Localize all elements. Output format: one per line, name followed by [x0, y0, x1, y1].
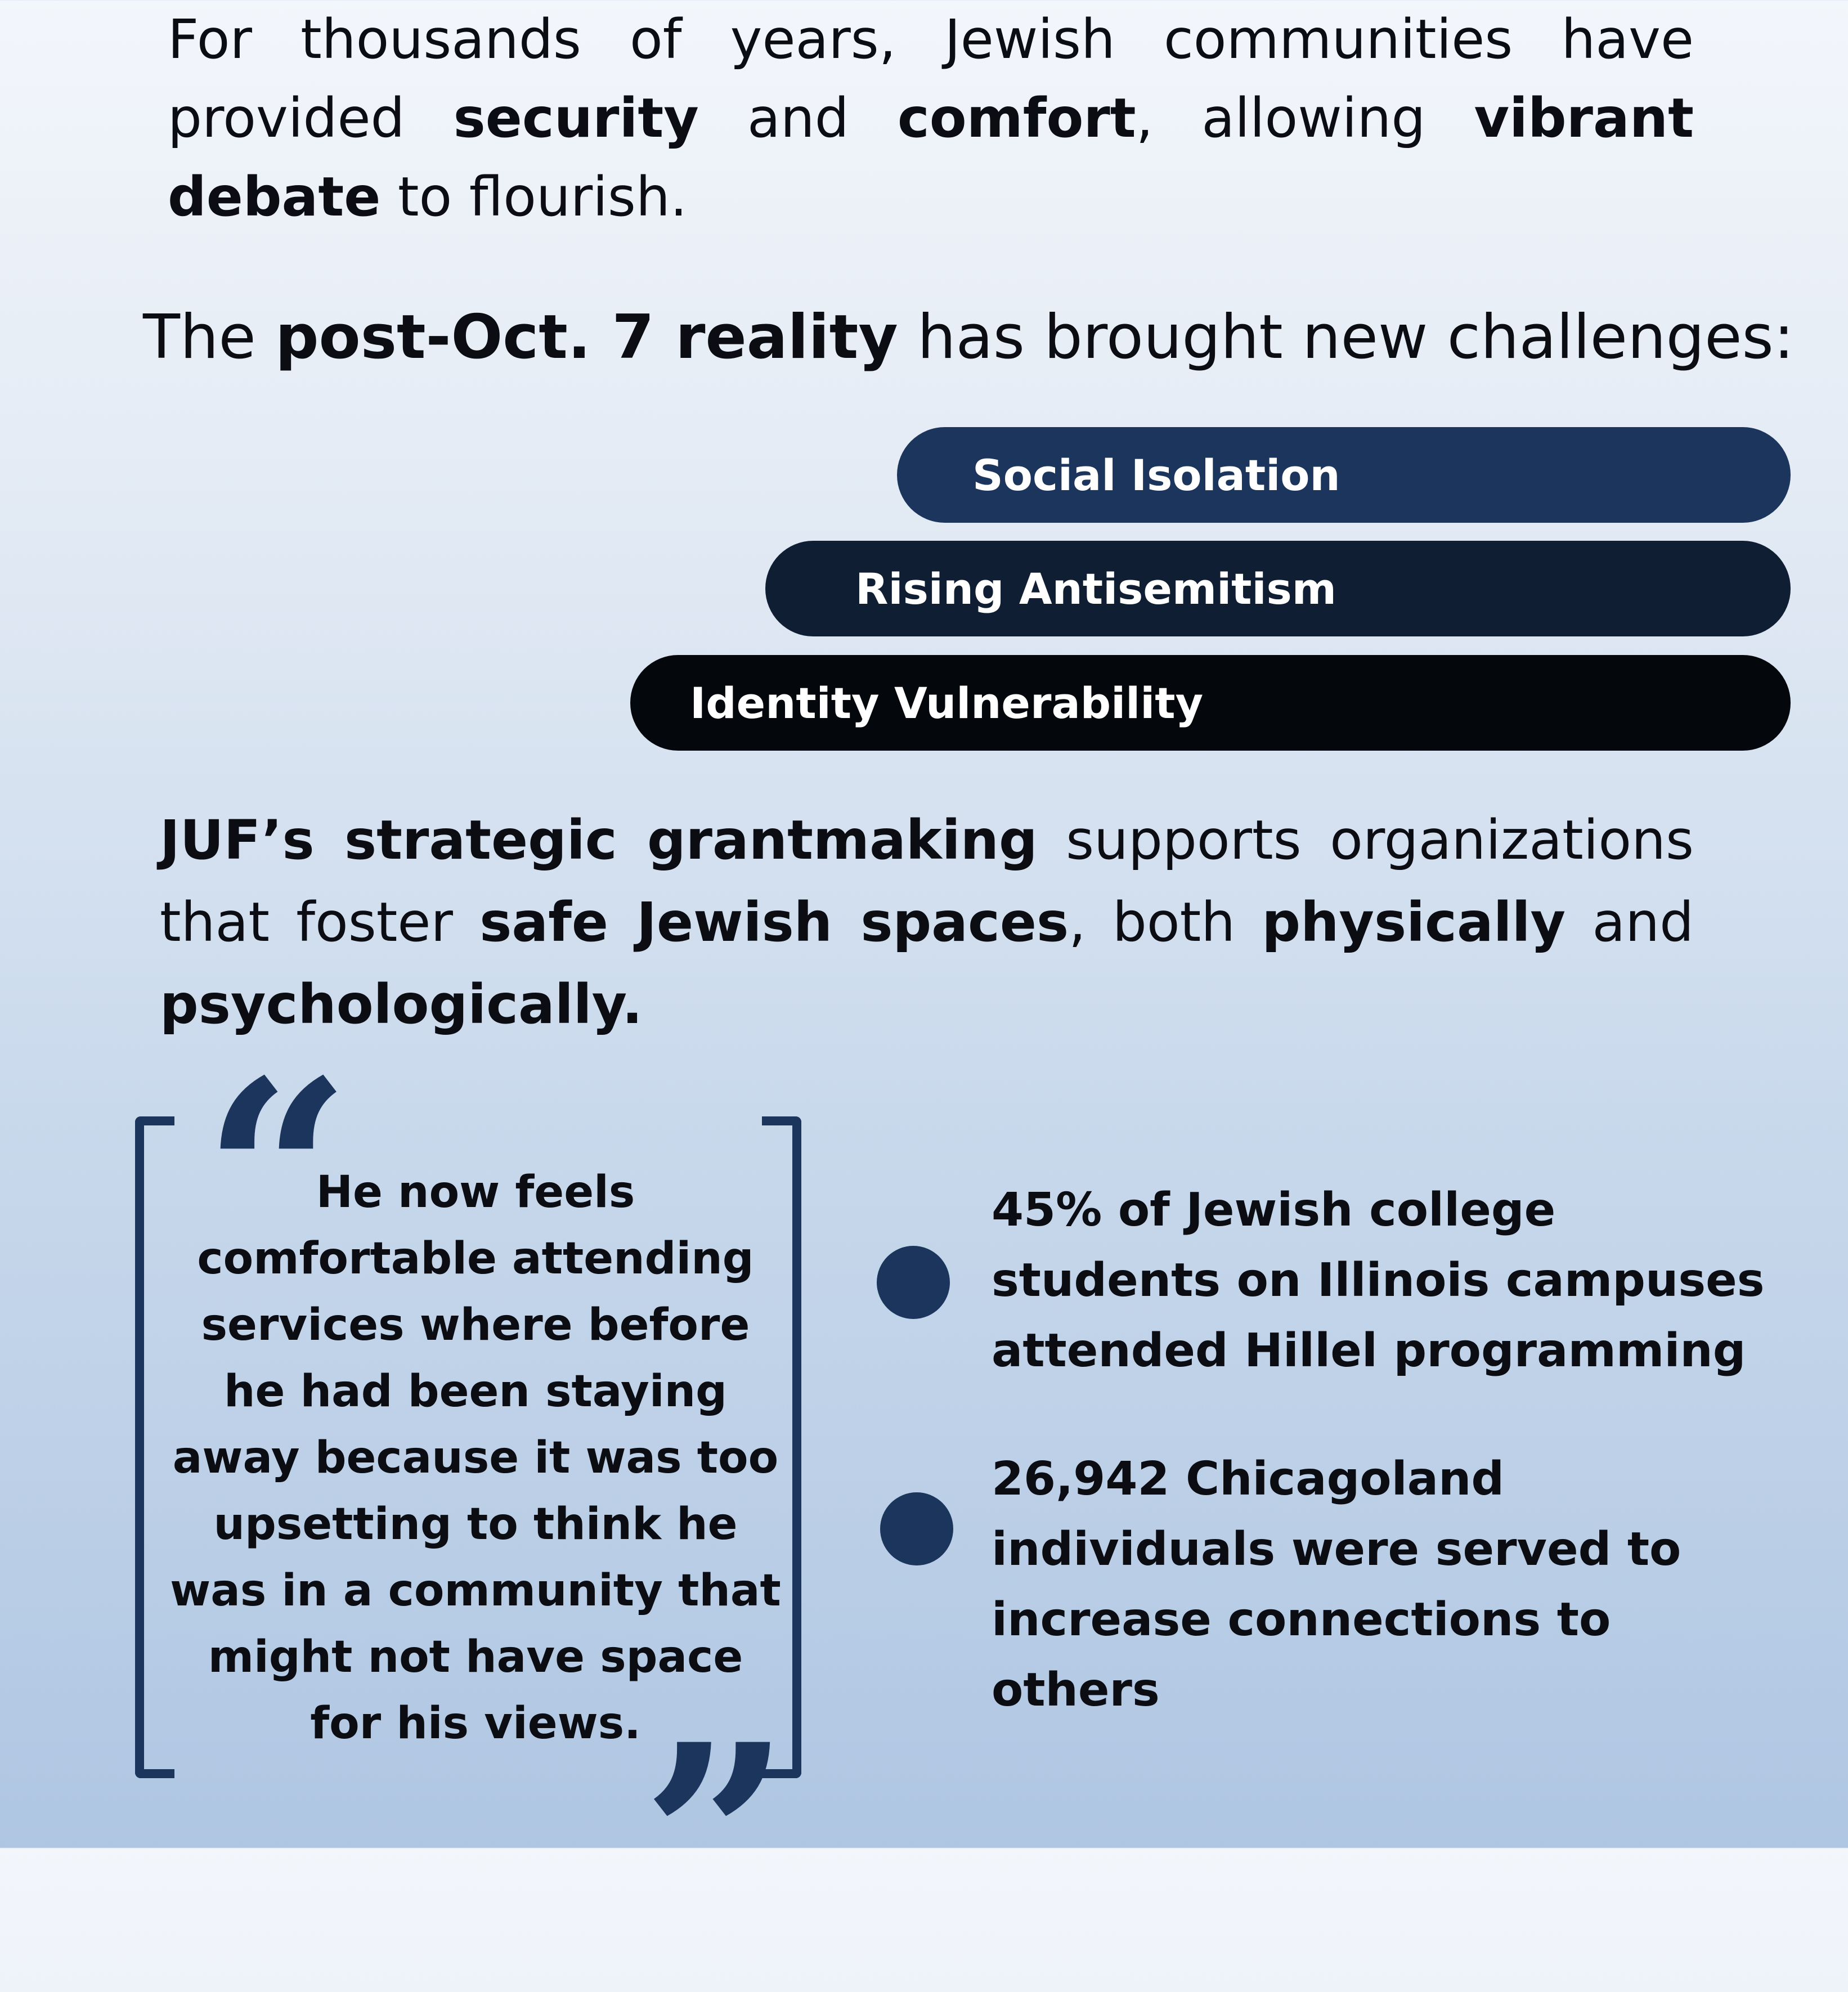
intro-text: and	[698, 87, 898, 150]
stat-chicagoland: 26,942 Chicagoland individuals were served to increase connections to others	[992, 1452, 1681, 1717]
challenge-pill-social-isolation	[897, 427, 1791, 523]
challenge-pill-rising-antisemitism	[765, 541, 1791, 636]
challenge-pill-identity-vulnerability	[630, 655, 1791, 751]
grant-bold: JUF’s strategic grantmaking	[160, 809, 1038, 872]
intro-bold-debate: vibrant debate	[168, 87, 1694, 228]
testimonial-quote: He now feels comfortable attending services where before he had been staying away because it was too upsetting to think he was in a community that might not have space for his views.	[170, 1167, 781, 1749]
heading-text: The	[143, 302, 276, 373]
intro-paragraph	[168, 0, 1694, 236]
grant-bold: safe Jewish spaces	[479, 891, 1069, 954]
heading-bold: post-Oct. 7 reality	[275, 302, 898, 373]
heading-text: has brought new challenges:	[898, 302, 1795, 373]
challenge-label: Identity Vulnerability	[690, 678, 1204, 728]
open-quote-icon: “	[203, 1024, 352, 1328]
intro-bold-comfort: comfort	[897, 87, 1136, 150]
bullet-dot-icon	[880, 1492, 953, 1565]
stat-hillel: 45% of Jewish college students on Illinois campuses attended Hillel programming	[992, 1183, 1765, 1378]
bullet-dot-icon	[877, 1246, 950, 1319]
grant-text: , both	[1069, 891, 1262, 954]
grant-bold: physically	[1262, 891, 1566, 954]
intro-text: For thousands of years, Jewish communities have provided	[168, 8, 1694, 150]
intro-text: to flourish.	[380, 165, 688, 228]
grant-text: supports organizations that foster	[160, 809, 1694, 954]
grantmaking-paragraph	[160, 799, 1694, 1046]
challenge-label: Rising Antisemitism	[855, 563, 1336, 614]
grant-text: and	[1566, 891, 1694, 954]
challenges-heading	[143, 298, 1795, 377]
intro-bold-security: security	[453, 87, 699, 150]
grant-bold: psychologically.	[160, 973, 643, 1036]
intro-text: , allowing	[1136, 87, 1474, 150]
close-quote-icon: ”	[642, 1688, 791, 1992]
challenge-label: Social Isolation	[972, 450, 1340, 500]
